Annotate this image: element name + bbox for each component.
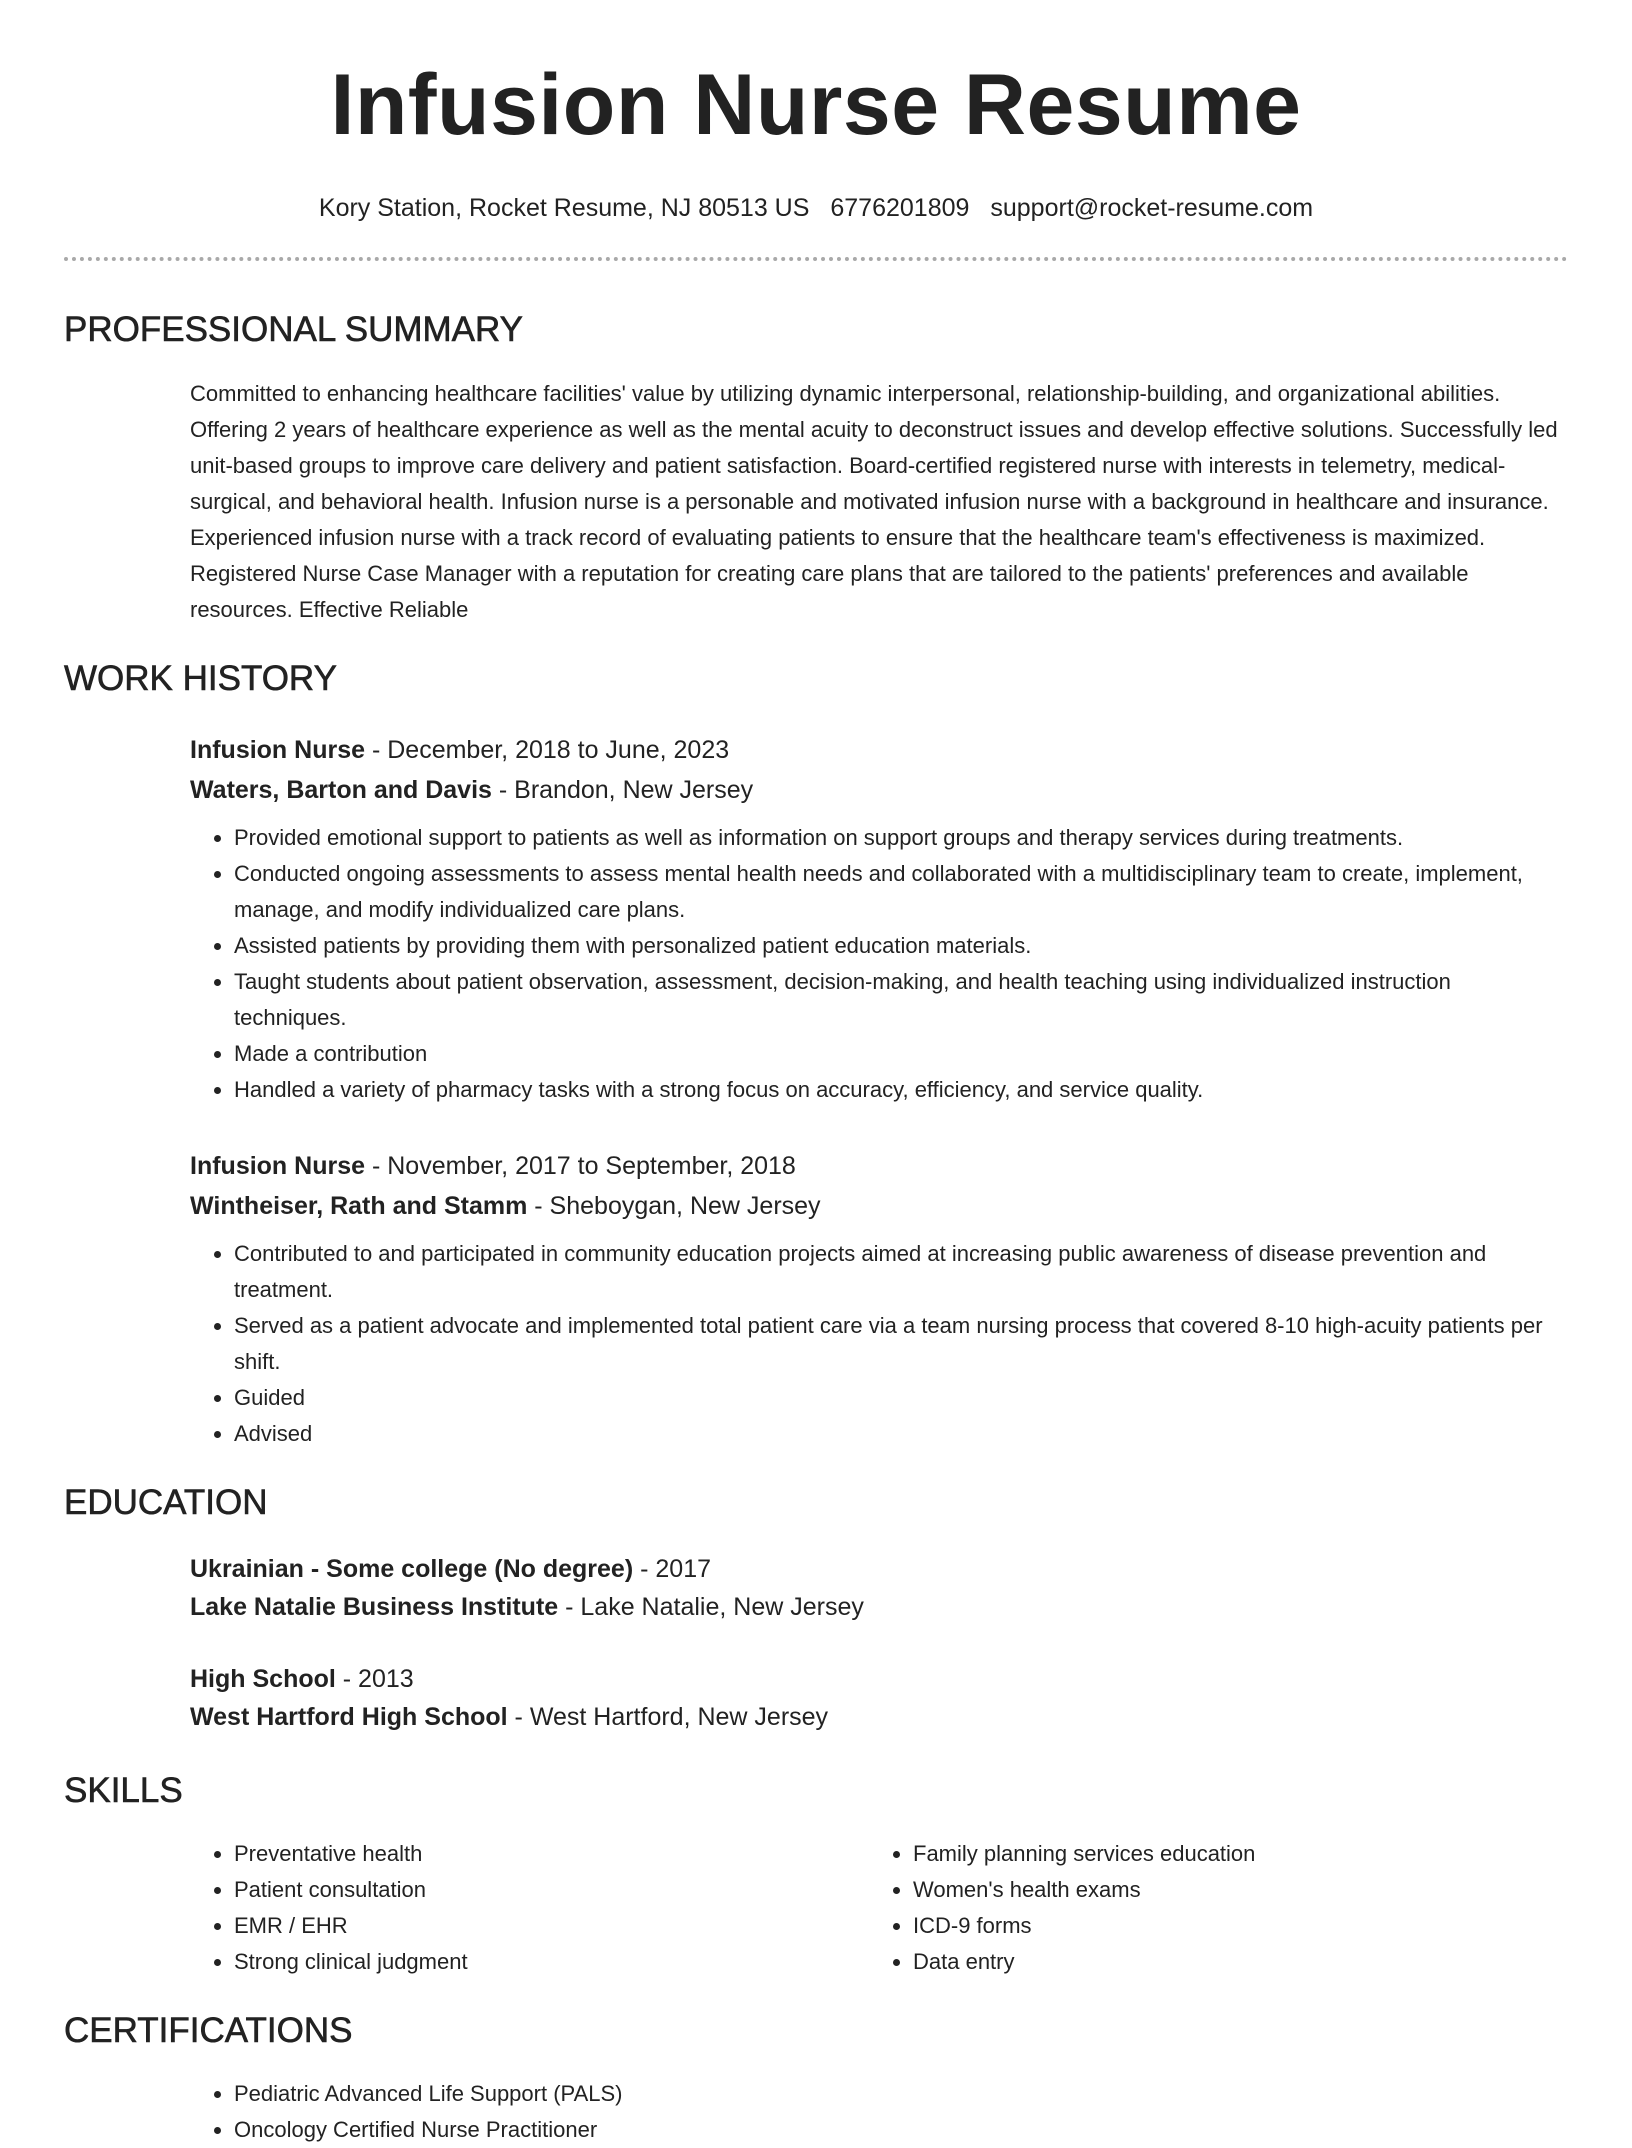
school-name: West Hartford High School — [190, 1702, 508, 1731]
job-dates: - November, 2017 to September, 2018 — [365, 1151, 796, 1180]
skills-column-right — [869, 1836, 1548, 1980]
job-location: - Brandon, New Jersey — [491, 775, 754, 804]
list-item: • Conducted ongoing assessments to assess mental health needs and collaborated with a multidisciplinary team to create, implement, manage, and modify individualized care plans. — [234, 856, 1568, 928]
contact-address: Kory Station, Rocket Resume, NJ 80513 US — [318, 193, 810, 222]
summary-text: Committed to enhancing healthcare facilities' value by utilizing dynamic interpersonal, relationship-building, and organizational abilities. Offering 2 years of healthcare experience as well as the mental acuity to deconstruct issues and develop effective solutions. Successfully led unit-based groups to improve care delivery and patient satisfaction. Board-certified registered nurse with interests in telemetry, medical-surgical, and behavioral health. Infusion nurse is a personable and motivated infusion nurse with a background in healthcare and insurance. Experienced infusion nurse with a track record of evaluating patients to ensure that the healthcare team's effectiveness is maximized. Registered Nurse Case Manager with a reputation for creating care plans that are tailored to the patients' preferences and available resources. Effective Reliable — [190, 380, 1558, 622]
contact-phone: 6776201809 — [830, 193, 970, 222]
contact-line — [64, 193, 1568, 223]
job-company-line — [190, 770, 1568, 810]
skill-item: • ICD-9 forms — [913, 1908, 1548, 1944]
work-history-heading: WORK HISTORY — [64, 658, 337, 698]
job-title-line — [190, 730, 1568, 770]
skill-item: • Preventative health — [234, 1836, 869, 1872]
skills-heading: SKILLS — [64, 1770, 183, 1810]
job-title-line — [190, 1146, 1568, 1186]
header-divider — [64, 257, 1568, 261]
skills-list — [869, 1836, 1548, 1980]
contact-email: support@rocket-resume.com — [990, 193, 1314, 222]
job-dates: - December, 2018 to June, 2023 — [365, 735, 730, 764]
list-item: • Made a contribution — [234, 1036, 1568, 1072]
education-entry — [190, 1660, 1568, 1736]
skill-item: • Women's health exams — [913, 1872, 1548, 1908]
school-location: - West Hartford, New Jersey — [507, 1702, 829, 1731]
skills-column-left — [190, 1836, 869, 1980]
school-location: - Lake Natalie, New Jersey — [558, 1592, 864, 1621]
degree: High School — [190, 1664, 336, 1693]
skills-grid — [190, 1836, 1568, 1980]
certifications-heading: CERTIFICATIONS — [64, 2010, 353, 2050]
job-entry — [190, 1146, 1568, 1452]
job-title: Infusion Nurse — [190, 1151, 366, 1180]
school-name: Lake Natalie Business Institute — [190, 1592, 559, 1621]
job-duties-list — [190, 1236, 1568, 1452]
skill-item: • Patient consultation — [234, 1872, 869, 1908]
job-title: Infusion Nurse — [190, 735, 366, 764]
list-item: • Contributed to and participated in community education projects aimed at increasing public awareness of disease prevention and treatment. — [234, 1236, 1568, 1308]
education-heading: EDUCATION — [64, 1482, 268, 1522]
list-item: • Handled a variety of pharmacy tasks with a strong focus on accuracy, efficiency, and service quality. — [234, 1072, 1568, 1108]
school-line — [190, 1588, 1568, 1626]
degree-line — [190, 1660, 1568, 1698]
list-item: • Served as a patient advocate and implemented total patient care via a team nursing process that covered 8-10 high-acuity patients per shift. — [234, 1308, 1568, 1380]
list-item: • Advised — [234, 1416, 1568, 1452]
skills-list — [190, 1836, 869, 1980]
job-location: - Sheboygan, New Jersey — [527, 1191, 821, 1220]
resume-title: Infusion Nurse Resume — [330, 57, 1302, 153]
skill-item: • Strong clinical judgment — [234, 1944, 869, 1980]
job-company: Waters, Barton and Davis — [190, 775, 492, 804]
school-line — [190, 1698, 1568, 1736]
skill-item: • Family planning services education — [913, 1836, 1548, 1872]
job-entry — [190, 730, 1568, 1108]
list-item: • Taught students about patient observation, assessment, decision-making, and health teaching using individualized instruction techniques. — [234, 964, 1568, 1036]
certification-item: • Oncology Certified Nurse Practitioner — [234, 2112, 1568, 2148]
education-entry — [190, 1550, 1568, 1626]
skill-item: • Data entry — [913, 1944, 1548, 1980]
summary-heading: PROFESSIONAL SUMMARY — [64, 309, 523, 349]
degree: Ukrainian - Some college (No degree) — [190, 1554, 634, 1583]
degree-line — [190, 1550, 1568, 1588]
degree-year: - 2013 — [335, 1664, 414, 1693]
list-item: • Assisted patients by providing them with personalized patient education materials. — [234, 928, 1568, 964]
skill-item: • EMR / EHR — [234, 1908, 869, 1944]
job-company-line — [190, 1186, 1568, 1226]
job-duties-list — [190, 820, 1568, 1108]
degree-year: - 2017 — [633, 1554, 712, 1583]
certification-item: • Pediatric Advanced Life Support (PALS) — [234, 2076, 1568, 2112]
list-item: • Guided — [234, 1380, 1568, 1416]
job-company: Wintheiser, Rath and Stamm — [190, 1191, 528, 1220]
list-item: • Provided emotional support to patients as well as information on support groups and therapy services during treatments. — [234, 820, 1568, 856]
